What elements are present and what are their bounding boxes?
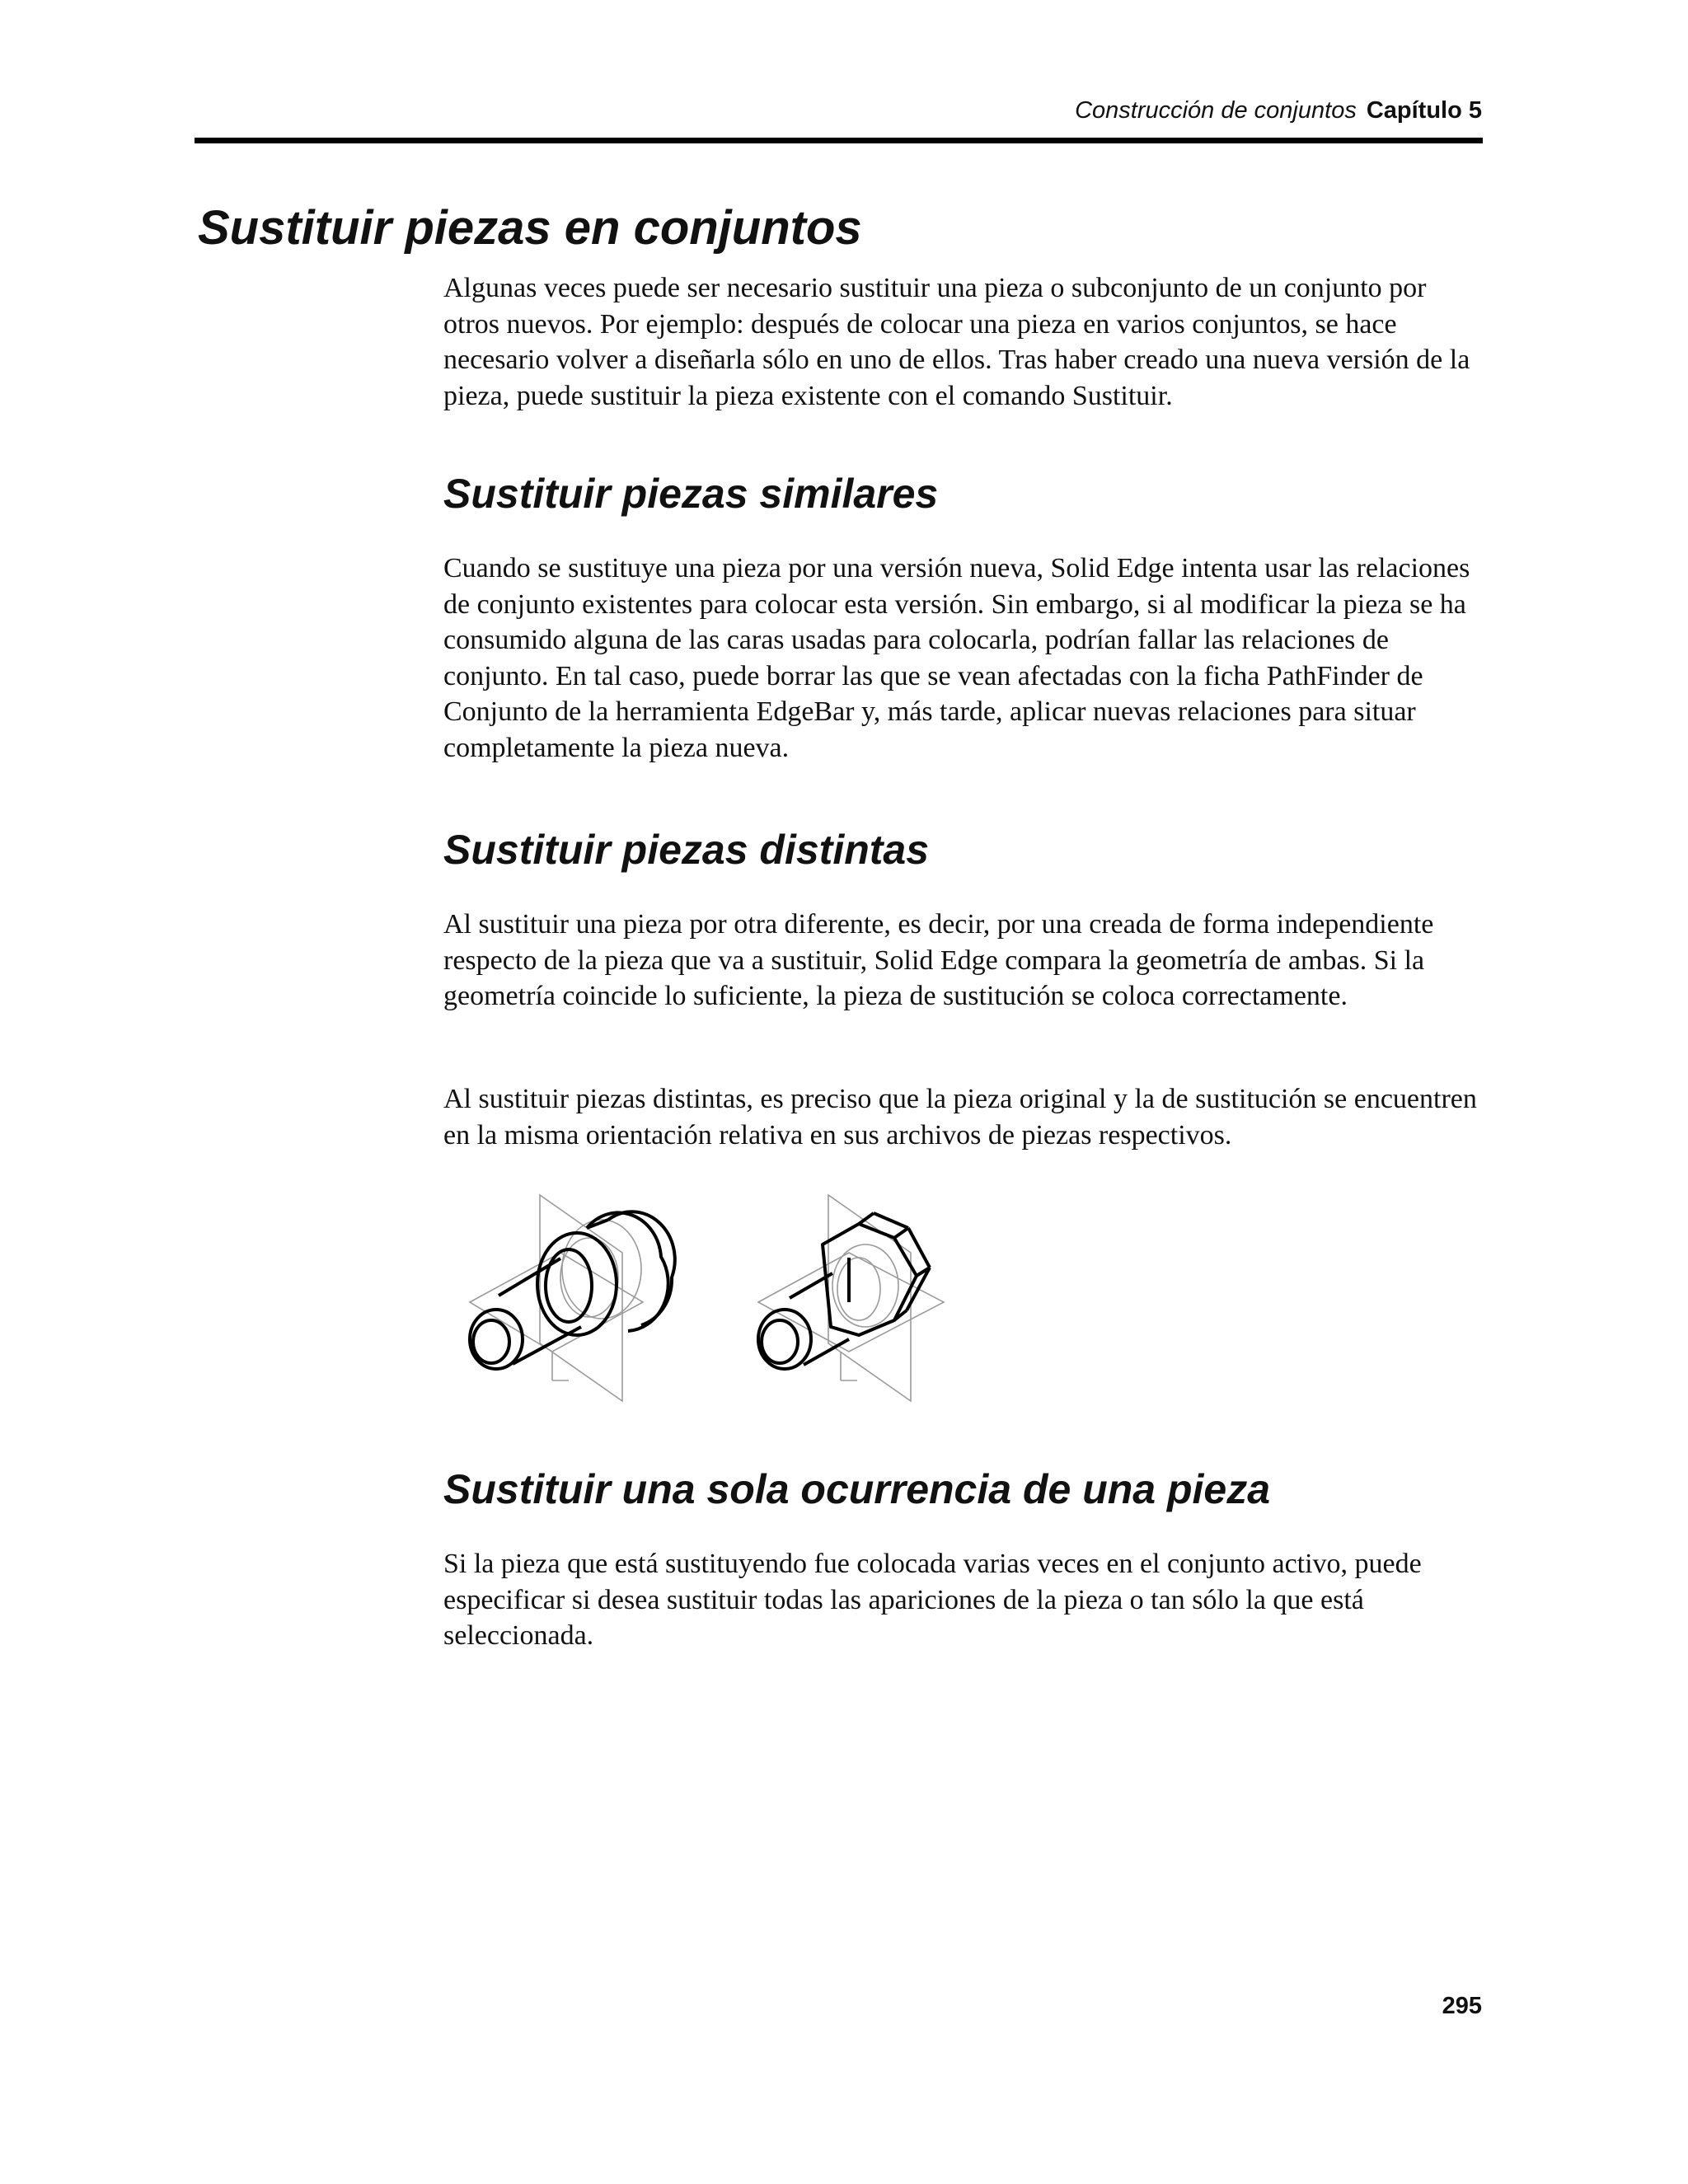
running-header <box>1075 97 1482 124</box>
section-different-paragraph-1: Al sustituir una pieza por otra diferente, es decir, por una creada de forma independiente respecto de la pieza que va a sustituir, Solid Edge compara la geometría de ambas. Si la geometría coincide lo suficiente, la pieza de sustitución se coloca correctamente. <box>443 909 1434 1011</box>
header-chapter: Capítulo 5 <box>1366 97 1482 124</box>
section-heading-different: Sustituir piezas distintas <box>443 827 930 873</box>
parts-figure <box>437 1179 1039 1418</box>
section-similar-paragraph: Cuando se sustituye una pieza por una versión nueva, Solid Edge intenta usar las relaciones de conjunto existentes para colocar esta versión. Sin embargo, si al modificar la pieza se ha consumido alguna de las caras usadas para colocarla, podrían fallar las relaciones de conjunto. En tal caso, puede borrar las que se vean afectadas con la ficha PathFinder de Conjunto de la herramienta EdgeBar y, más tarde, aplicar nuevas relaciones para situar completamente la pieza nueva. <box>443 553 1470 763</box>
header-rule <box>195 138 1483 143</box>
intro-paragraph: Algunas veces puede ser necesario sustituir una pieza o subconjunto de un conjunto por otros nuevos. Por ejemplo: después de colocar una pieza en varios conjuntos, se hace necesario volver a diseñarla sólo en uno de ellos. Tras haber creado una nueva versión de la pieza, puede sustituir la pieza existente con el comando Sustituir. <box>443 273 1470 411</box>
round-head-pin-illustration <box>470 1195 675 1401</box>
section-single-occurrence-paragraph: Si la pieza que está sustituyendo fue colocada varias veces en el conjunto activo, puede especificar si desea sustituir todas las apariciones de la pieza o tan sólo la que está seleccionada. <box>443 1549 1422 1651</box>
page-number: 295 <box>1442 1993 1482 2019</box>
section-heading-similar: Sustituir piezas similares <box>443 471 939 517</box>
section-different-paragraph-2: Al sustituir piezas distintas, es preciso que la pieza original y la de sustitución se encuentren en la misma orientación relativa en sus archivos de piezas respectivos. <box>443 1084 1477 1151</box>
hex-head-bolt-illustration <box>758 1195 944 1401</box>
header-section: Construcción de conjuntos <box>1075 97 1357 124</box>
section-heading-single-occurrence: Sustituir una sola ocurrencia de una pieza <box>443 1466 1271 1512</box>
page-title: Sustituir piezas en conjuntos <box>198 201 862 255</box>
